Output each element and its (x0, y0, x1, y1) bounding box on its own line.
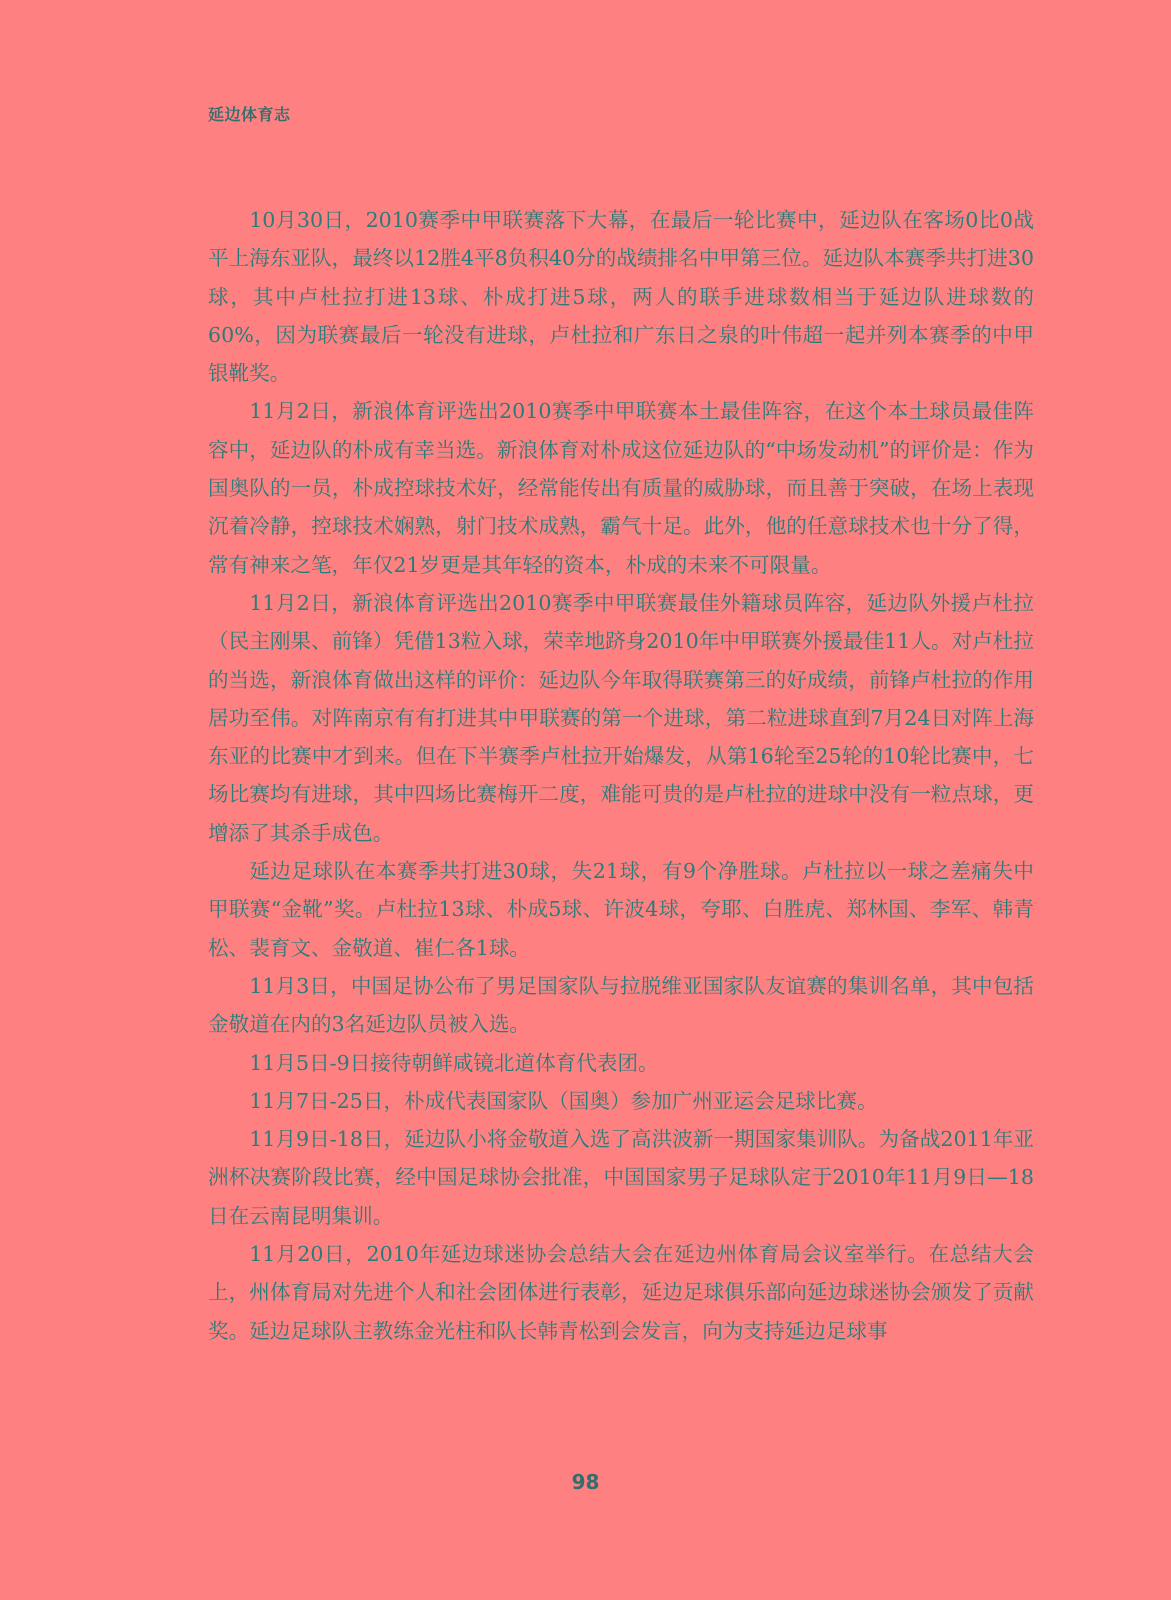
page-number: 98 (571, 1470, 600, 1494)
running-header: 延边体育志 (208, 105, 291, 124)
paragraph-nov-2-local-lineup: 11月2日，新浪体育评选出2010赛季中甲联赛本土最佳阵容，在这个本土球员最佳阵容中，延边队的朴成有幸当选。新浪体育对朴成这位延边队的“中场发动机”的评价是：作为国奥队的一员，朴成控球技术好，经常能传出有质量的威胁球，而且善于突破，在场上表现沉着冷静，控球技术娴熟，射门技术成熟，霸气十足。此外，他的任意球技术也十分了得，常有神来之笔，年仅21岁更是其年轻的资本，朴成的未来不可限量。 (208, 399, 1034, 577)
paragraph-nov-20: 11月20日，2010年延边球迷协会总结大会在延边州体育局会议室举行。在总结大会上，州体育局对先进个人和社会团体进行表彰，延边足球俱乐部向延边球迷协会颁发了贡献奖。延边足球队主教练金光柱和队长韩青松到会发言，向为支持延边足球事 (208, 1242, 1034, 1343)
body-text (208, 201, 1034, 1350)
paragraph-nov-9: 11月9日-18日，延边队小将金敬道入选了高洪波新一期国家集训队。为备战2011年亚洲杯决赛阶段比赛，经中国足球协会批准，中国国家男子足球队定于2010年11月9日—18日在云南昆明集训。 (208, 1127, 1034, 1228)
paragraph-oct-30: 10月30日，2010赛季中甲联赛落下大幕，在最后一轮比赛中，延边队在客场0比0战平上海东亚队，最终以12胜4平8负积40分的战绩排名中甲第三位。延边队本赛季共打进30球，其中卢杜拉打进13球、朴成打进5球，两人的联手进球数相当于延边队进球数的60%，因为联赛最后一轮没有进球，卢杜拉和广东日之泉的叶伟超一起并列本赛季的中甲银靴奖。 (208, 208, 1034, 386)
paragraph-nov-3: 11月3日，中国足协公布了男足国家队与拉脱维亚国家队友谊赛的集训名单，其中包括金敬道在内的3名延边队员被入选。 (208, 973, 1034, 1037)
paragraph-nov-2-foreign-lineup: 11月2日，新浪体育评选出2010赛季中甲联赛最佳外籍球员阵容，延边队外援卢杜拉（民主刚果、前锋）凭借13粒入球，荣幸地跻身2010年中甲联赛外援最佳11人。对卢杜拉的当选，新浪体育做出这样的评价：延边队今年取得联赛第三的好成绩，前锋卢杜拉的作用居功至伟。对阵南京有有打进其中甲联赛的第一个进球，第二粒进球直到7月24日对阵上海东亚的比赛中才到来。但在下半赛季卢杜拉开始爆发，从第16轮至25轮的10轮比赛中，七场比赛均有进球，其中四场比赛梅开二度，难能可贵的是卢杜拉的进球中没有一粒点球，更增添了其杀手成色。 (208, 590, 1034, 845)
paragraph-season-goals: 延边足球队在本赛季共打进30球，失21球，有9个净胜球。卢杜拉以一球之差痛失中甲联赛“金靴”奖。卢杜拉13球、朴成5球、许波4球，夸耶、白胜虎、郑林国、李军、韩青松、裴育文、金敬道、崔仁各1球。 (208, 859, 1034, 960)
paragraph-nov-5: 11月5日-9日接待朝鲜咸镜北道体育代表团。 (249, 1050, 659, 1075)
paragraph-nov-7: 11月7日-25日，朴成代表国家队（国奥）参加广州亚运会足球比赛。 (249, 1088, 878, 1113)
